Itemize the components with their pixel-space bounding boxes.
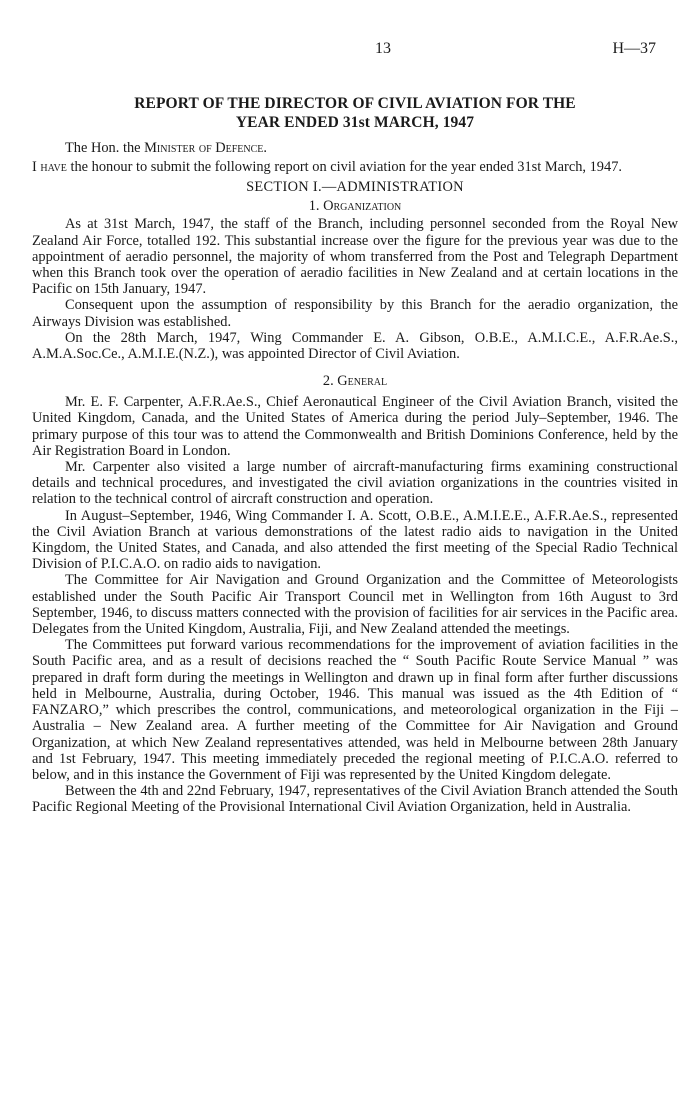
page-header — [32, 0, 678, 62]
general-paragraph: Mr. E. F. Carpenter, A.F.R.Ae.S., Chief Aeronautical Engineer of the Civil Aviation Branch, visited the United Kingdom, Canada, and the United States of America during the period July–September, 1946. The primary purpose of this tour was to attend the Commonwealth and British Dominions Conference, held by the Air Registration Board in London. — [32, 394, 678, 459]
section-heading: SECTION I.—ADMINISTRATION — [246, 179, 464, 196]
report-title-line-2: YEAR ENDED 31st MARCH, 1947 — [235, 114, 475, 131]
general-paragraph: Mr. Carpenter also visited a large number of aircraft-manufacturing firms examining constructional details and technical procedures, and investigated the civil aviation organizations in the countries visited in relation to the technical control of aircraft construction and operation. — [32, 459, 678, 508]
general-heading: 2. General — [322, 373, 388, 390]
general-paragraph: In August–September, 1946, Wing Commander I. A. Scott, O.B.E., A.M.I.E.E., A.F.R.Ae.S., represented the Civil Aviation Branch at various demonstrations of the latest radio aids to navigation in the United Kingdom, the United States, and Canada, and also attended the first meeting of the Special Radio Technical Division of P.I.C.A.O. on radio aids to navigation. — [32, 507, 678, 573]
document-code: H—37 — [612, 40, 656, 57]
report-title — [32, 94, 678, 132]
addressee — [32, 140, 678, 156]
organization-paragraph: As at 31st March, 1947, the staff of the Branch, including personnel seconded from the Royal New Zealand Air Force, totalled 192. This substantial increase over the figure for the previous year was due to the appointment of aeradio personnel, the majority of whom transferred from the Post and Telegraph Department when this Branch took over the operation of aeradio facilities in New Zealand and at certain locations in the Pacific on 15th January, 1947. — [32, 216, 678, 298]
addressee-prefix: The Hon. the — [65, 140, 145, 156]
addressee-minister: Minister of Defence — [144, 140, 264, 156]
intro-text: the honour to submit the following report on civil aviation for the year ended 31st March, 1947. — [66, 159, 622, 176]
organization-paragraph: On the 28th March, 1947, Wing Commander E. A. Gibson, O.B.E., A.M.I.C.E., A.F.R.Ae.S., A.M.A.Soc.Ce., A.M.I.E.(N.Z.), was appointed Director of Civil Aviation. — [32, 329, 678, 363]
report-title-line-1: REPORT OF THE DIRECTOR OF CIVIL AVIATION FOR THE — [134, 95, 576, 112]
organization-paragraph: Consequent upon the assumption of responsibility by this Branch for the aeradio organization, the Airways Division was established. — [32, 297, 678, 330]
general-paragraph: Between the 4th and 22nd February, 1947, representatives of the Civil Aviation Branch attended the South Pacific Regional Meeting of the Provisional International Civil Aviation Organization, held in Australia. — [32, 783, 678, 816]
intro-lead: I have — [32, 159, 67, 176]
addressee-suffix: . — [263, 140, 268, 156]
organization-heading: 1. Organization — [308, 198, 402, 215]
intro-paragraph — [32, 159, 678, 175]
general-paragraph: The Committee for Air Navigation and Ground Organization and the Committee of Meteorologists established under the South Pacific Air Transport Council met in Wellington from 16th August to 3rd September, 1946, to discuss matters connected with the provision of facilities for air services in the Pacific area. Delegates from the United Kingdom, Australia, Fiji, and New Zealand attended the meetings. — [32, 572, 678, 638]
general-paragraph: The Committees put forward various recommendations for the improvement of aviation facilities in the South Pacific area, and as a result of decisions reached the “ South Pacific Route Service Manual ” was prepared in draft form during the meetings in Wellington and drawn up in final form after further discussions held in Melbourne, Australia, during October, 1946. This manual was issued as the 4th Edition of “ FANZARO,” which prescribes the control, communications, and meteorological organization in the Fiji – Australia – New Zealand area. A further meeting of the Committee for Air Navigation and Ground Organization, at which New Zealand representatives attended, was held in Melbourne between 28th January and 1st February, 1947. This meeting immediately preceded the regional meeting of P.I.C.A.O. referred to below, and in this instance the Government of Fiji was represented by the United Kingdom delegate. — [32, 637, 678, 783]
page-number: 13 — [375, 40, 391, 57]
